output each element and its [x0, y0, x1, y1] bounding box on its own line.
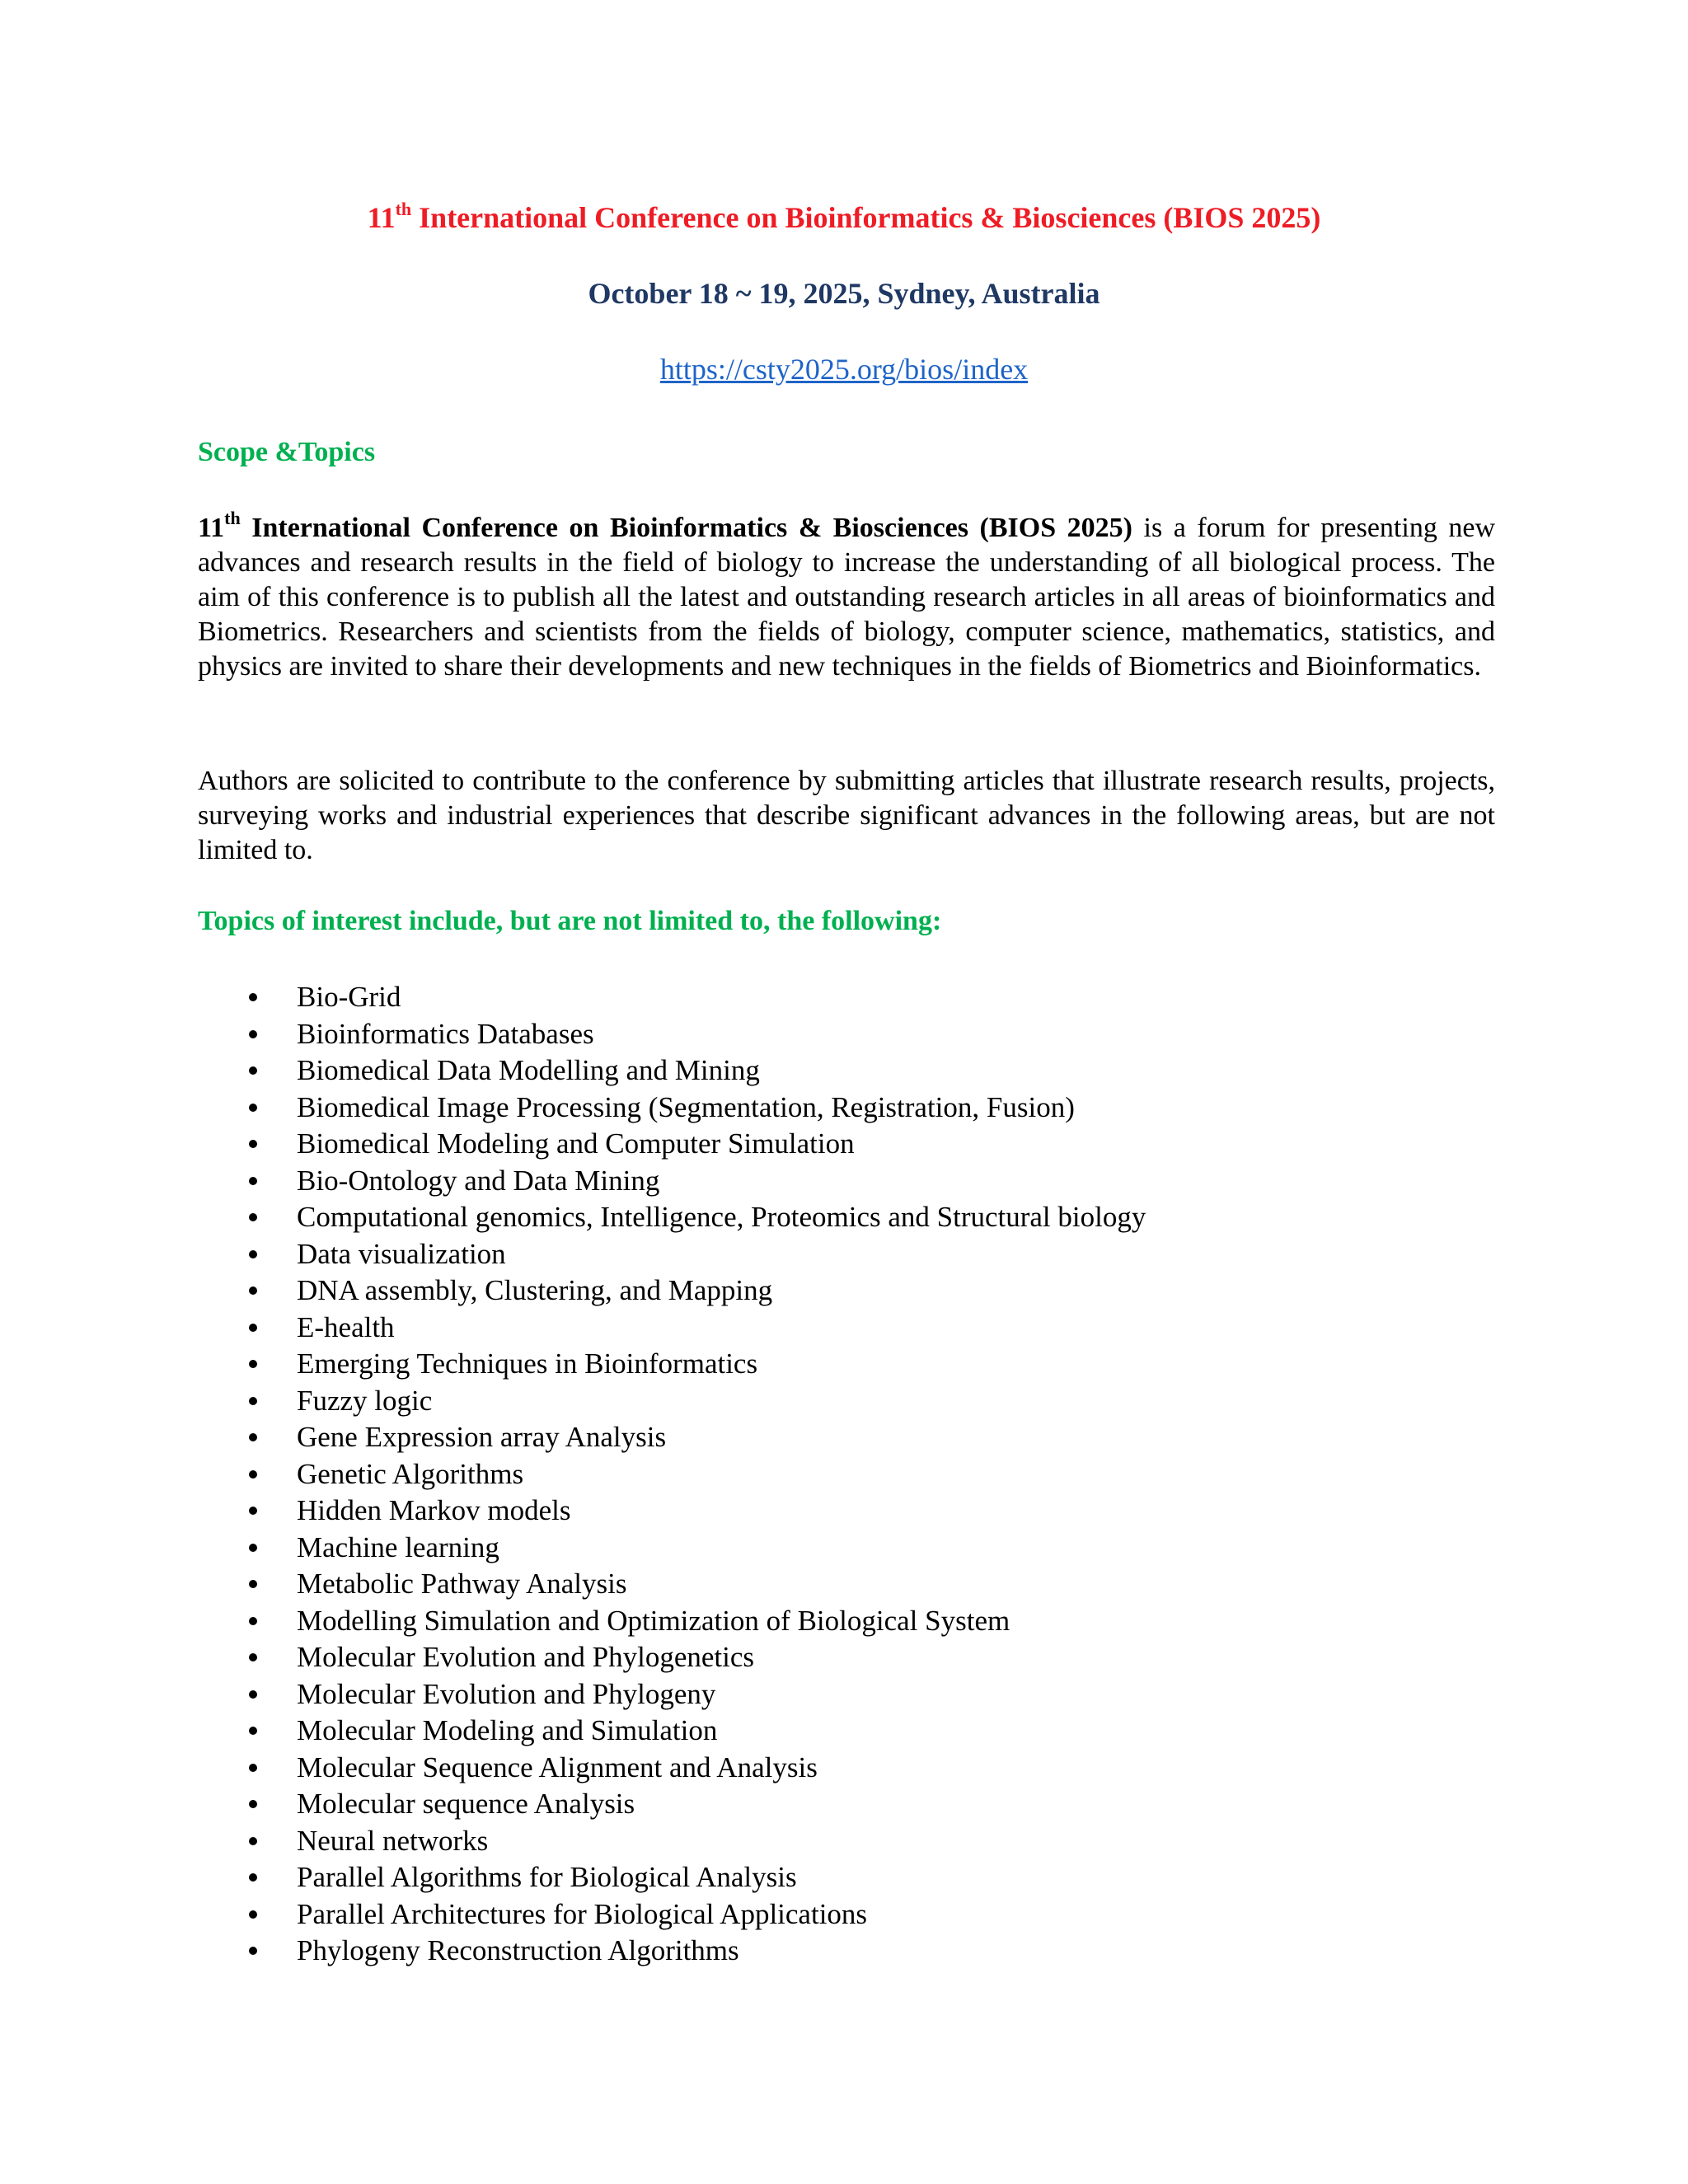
date-location: October 18 ~ 19, 2025, Sydney, Australia	[588, 277, 1100, 310]
bullet-icon	[249, 1177, 257, 1185]
bullet-icon	[249, 1690, 257, 1699]
topic-list-item	[198, 1566, 1146, 1603]
topic-list-item	[198, 1713, 1146, 1750]
topic-label: Bio-Ontology and Data Mining	[297, 1164, 660, 1197]
title-text: International Conference on Bioinformatics & Biosciences (BIOS 2025)	[411, 201, 1321, 234]
topic-list-item	[198, 979, 1146, 1016]
bullet-icon	[249, 1030, 257, 1038]
topic-list-item	[198, 1676, 1146, 1713]
intro-text: is a forum for presenting new advances and research results in the field of biology to increase the understanding of all biological process. The aim of this conference is to publish all the latest and outstanding research articles in all areas of bioinformatics and Biometrics. Researchers and scientists from the fields of biology, computer science, mathematics, statistics, and physics are invited to share their developments and new techniques in the fields of Biometrics and Bioinformatics.	[198, 513, 1496, 682]
topic-list-item	[198, 1859, 1146, 1896]
bullet-icon	[249, 1653, 257, 1661]
bullet-icon	[249, 1764, 257, 1772]
topic-label: Neural networks	[297, 1824, 489, 1857]
intro-ordinal-suffix: th	[224, 508, 241, 528]
topic-list-item	[198, 1786, 1146, 1823]
topic-label: Phylogeny Reconstruction Algorithms	[297, 1934, 739, 1966]
topic-label: Parallel Architectures for Biological Applications	[297, 1897, 868, 1930]
topic-list-item	[198, 1419, 1146, 1456]
topic-label: Data visualization	[297, 1237, 506, 1270]
topic-list-item	[198, 1236, 1146, 1273]
intro-ordinal: 11	[198, 513, 225, 543]
url-line	[198, 349, 1490, 389]
topic-label: Emerging Techniques in Bioinformatics	[297, 1347, 758, 1380]
conference-url-link[interactable]: https://csty2025.org/bios/index	[659, 353, 1029, 386]
topic-list-item	[198, 1456, 1146, 1493]
topic-label: Molecular Evolution and Phylogenetics	[297, 1641, 755, 1673]
bullet-icon	[249, 993, 257, 1001]
topic-list-item	[198, 1493, 1146, 1530]
topics-heading: Topics of interest include, but are not limited to, the following:	[198, 906, 942, 936]
topic-label: Machine learning	[297, 1530, 499, 1563]
bullet-icon	[249, 1360, 257, 1368]
bullet-icon	[249, 1066, 257, 1075]
topic-list-item	[198, 1310, 1146, 1347]
scope-heading: Scope &Topics	[198, 437, 376, 467]
bullet-icon	[249, 1727, 257, 1735]
bullet-icon	[249, 1433, 257, 1441]
intro-paragraph	[198, 508, 1496, 684]
topic-label: Genetic Algorithms	[297, 1457, 524, 1490]
topic-list-item	[198, 1090, 1146, 1127]
topic-list-item	[198, 1639, 1146, 1676]
topic-list-item	[198, 1383, 1146, 1420]
topic-list-item	[198, 1052, 1146, 1090]
topic-list-item	[198, 1933, 1146, 1970]
bullet-icon	[249, 1470, 257, 1479]
topic-label: Molecular Evolution and Phylogeny	[297, 1677, 716, 1710]
topic-label: Bioinformatics Databases	[297, 1017, 594, 1050]
topic-label: Fuzzy logic	[297, 1384, 433, 1417]
topic-label: E-health	[297, 1310, 395, 1343]
authors-paragraph: Authors are solicited to contribute to the conference by submitting articles that illustrate research results, projects, surveying works and industrial experiences that describe significant advances in the following areas, but are not limited to.	[198, 766, 1495, 865]
topic-list-item	[198, 1272, 1146, 1310]
bullet-icon	[249, 1617, 257, 1625]
intro-conference-name: International Conference on Bioinformatics & Biosciences (BIOS 2025)	[240, 513, 1132, 543]
bullet-icon	[249, 1800, 257, 1808]
topic-label: Biomedical Modeling and Computer Simulation	[297, 1127, 855, 1160]
intro-lead	[198, 508, 1132, 543]
bullet-icon	[249, 1873, 257, 1882]
topic-list-item	[198, 1016, 1146, 1053]
bullet-icon	[249, 1324, 257, 1332]
topic-list-item	[198, 1126, 1146, 1163]
topic-label: Computational genomics, Intelligence, Proteomics and Structural biology	[297, 1201, 1146, 1233]
topic-label: Biomedical Image Processing (Segmentation, Registration, Fusion)	[297, 1090, 1075, 1123]
bullet-icon	[249, 1580, 257, 1588]
bullet-icon	[249, 1544, 257, 1552]
topic-label: Hidden Markov models	[297, 1494, 571, 1526]
topics-list	[198, 979, 1146, 1970]
bullet-icon	[249, 1910, 257, 1919]
topic-list-item	[198, 1346, 1146, 1383]
bullet-icon	[249, 1286, 257, 1295]
topic-list-item	[198, 1896, 1146, 1933]
topic-list-item	[198, 1163, 1146, 1200]
bullet-icon	[249, 1397, 257, 1405]
topic-label: Gene Expression array Analysis	[297, 1421, 667, 1453]
topic-label: Molecular Sequence Alignment and Analysis	[297, 1750, 818, 1783]
bullet-icon	[249, 1837, 257, 1845]
bullet-icon	[249, 1140, 257, 1148]
bullet-icon	[249, 1507, 257, 1515]
bullet-icon	[249, 1213, 257, 1221]
topic-label: Parallel Algorithms for Biological Analysis	[297, 1861, 797, 1893]
conference-title	[198, 198, 1490, 237]
topic-list-item	[198, 1603, 1146, 1640]
title-ordinal: 11	[367, 201, 396, 234]
topic-list-item	[198, 1823, 1146, 1860]
topic-label: DNA assembly, Clustering, and Mapping	[297, 1274, 773, 1306]
topic-label: Modelling Simulation and Optimization of Biological System	[297, 1604, 1010, 1637]
bullet-icon	[249, 1947, 257, 1955]
topic-label: Bio-Grid	[297, 981, 401, 1013]
topic-list-item	[198, 1750, 1146, 1787]
title-ordinal-suffix: th	[395, 199, 412, 219]
topic-label: Metabolic Pathway Analysis	[297, 1568, 627, 1600]
topic-list-item	[198, 1199, 1146, 1236]
topic-list-item	[198, 1530, 1146, 1567]
topic-label: Biomedical Data Modelling and Mining	[297, 1054, 760, 1086]
bullet-icon	[249, 1104, 257, 1112]
bullet-icon	[249, 1250, 257, 1258]
topic-label: Molecular sequence Analysis	[297, 1788, 635, 1820]
topic-label: Molecular Modeling and Simulation	[297, 1714, 718, 1746]
